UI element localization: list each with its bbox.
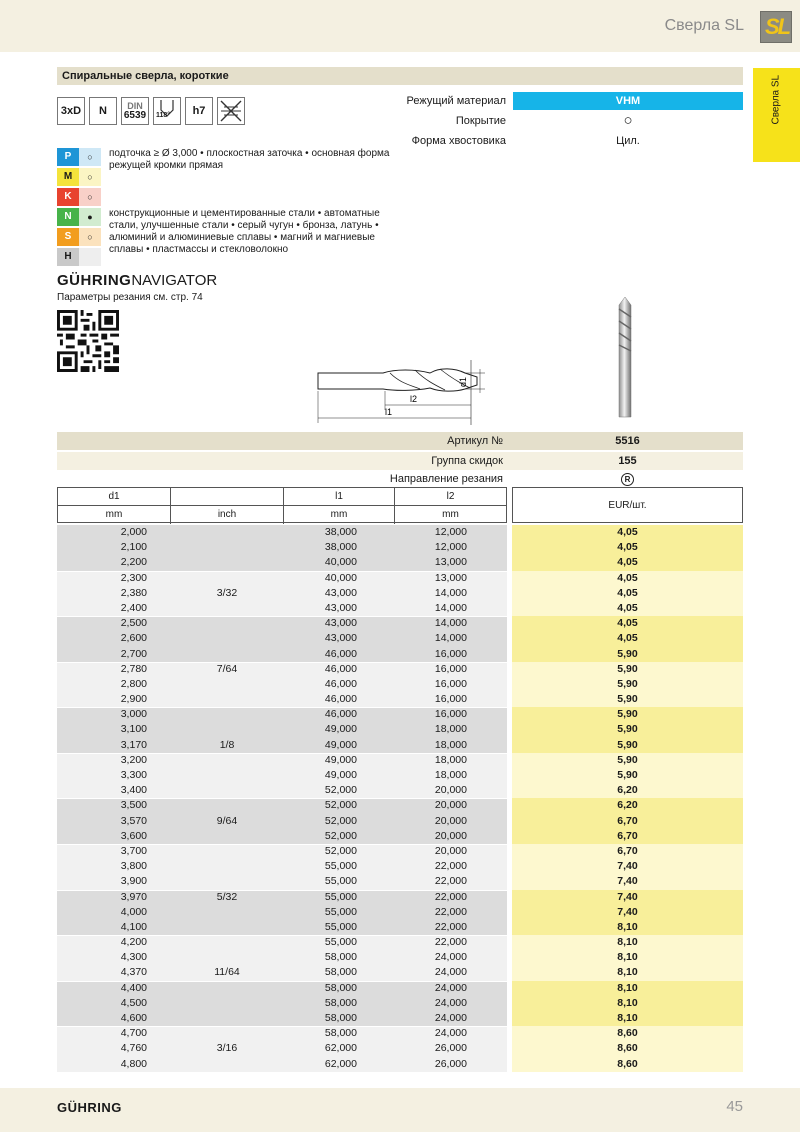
table-row xyxy=(57,555,743,570)
cell-d1-mm: 2,380 xyxy=(120,586,147,599)
cell-price: 7,40 xyxy=(617,860,638,873)
tolerance-h7-icon: h7 xyxy=(185,97,213,125)
cell-price: 8,10 xyxy=(617,951,638,964)
cell-price: 7,40 xyxy=(617,875,638,888)
cell-d1-mm: 3,400 xyxy=(120,784,147,797)
cell-l2: 14,000 xyxy=(434,601,467,614)
table-row xyxy=(57,996,743,1011)
point-angle-icon xyxy=(153,97,181,125)
cell-l2: 18,000 xyxy=(434,738,467,751)
group-separator xyxy=(57,571,507,572)
cell-l2: 14,000 xyxy=(434,586,467,599)
cell-l1: 43,000 xyxy=(324,632,357,645)
cell-l1: 55,000 xyxy=(324,905,357,918)
table-row xyxy=(57,798,743,813)
cell-price: 5,90 xyxy=(617,677,638,690)
cell-l2: 13,000 xyxy=(434,571,467,584)
material-row xyxy=(57,168,101,186)
cell-l1: 52,000 xyxy=(324,829,357,842)
cell-price: 5,90 xyxy=(617,708,638,721)
cell-d1-inch: 7/64 xyxy=(216,662,238,675)
cell-price: 4,05 xyxy=(617,617,638,630)
table-row xyxy=(57,981,743,996)
catalog-title: Сверла SL xyxy=(664,17,744,34)
material-row xyxy=(57,228,101,246)
cell-price: 5,90 xyxy=(617,753,638,766)
table-row xyxy=(57,768,743,783)
table-row xyxy=(57,829,743,844)
property-label: Покрытие xyxy=(455,115,506,127)
cell-d1-mm: 2,600 xyxy=(120,632,147,645)
right-hand-icon xyxy=(512,470,743,488)
table-row xyxy=(57,677,743,692)
property-row xyxy=(300,92,743,110)
col-l2: l2 xyxy=(446,491,455,502)
cell-d1-mm: 4,500 xyxy=(120,996,147,1009)
cell-d1-mm: 4,600 xyxy=(120,1012,147,1024)
cell-l1: 58,000 xyxy=(324,981,357,994)
cell-price: 4,05 xyxy=(617,632,638,645)
col-mm-l2: mm xyxy=(442,509,459,520)
cell-l1: 49,000 xyxy=(324,723,357,736)
cell-d1-mm: 3,700 xyxy=(120,844,147,857)
cell-d1-inch: 11/64 xyxy=(214,966,240,979)
table-row xyxy=(57,935,743,950)
table-row xyxy=(57,814,743,829)
col-d1: d1 xyxy=(58,488,171,506)
discount-row xyxy=(57,452,743,470)
cell-d1-mm: 2,200 xyxy=(120,556,147,569)
cell-l1: 40,000 xyxy=(324,571,357,584)
col-blank xyxy=(171,488,284,506)
cell-l2: 16,000 xyxy=(434,647,467,660)
property-value: VHM xyxy=(513,92,743,110)
page-number: 45 xyxy=(726,1098,743,1115)
dim-l2: l2 xyxy=(410,394,418,404)
col-price: EUR/шт. xyxy=(512,487,743,523)
din-number: 6539 xyxy=(123,110,147,121)
table-row xyxy=(57,631,743,646)
col-mm-l1: mm xyxy=(284,506,395,524)
coating-none-icon: ○ xyxy=(623,112,633,129)
direction-label: Направление резания xyxy=(389,473,503,485)
table-row xyxy=(57,525,743,540)
group-separator xyxy=(57,844,507,845)
cell-price: 6,70 xyxy=(617,829,638,842)
cell-l2: 26,000 xyxy=(434,1057,467,1070)
sl-logo-icon xyxy=(760,11,792,43)
cell-l1: 58,000 xyxy=(324,996,357,1009)
cell-l1: 46,000 xyxy=(324,693,357,706)
group-separator xyxy=(57,890,507,891)
cell-l2: 22,000 xyxy=(434,936,467,949)
property-label: Режущий материал xyxy=(406,95,506,107)
group-separator xyxy=(57,935,507,936)
cell-price: 4,05 xyxy=(617,586,638,599)
cell-d1-mm: 4,400 xyxy=(120,981,147,994)
material-letter: S xyxy=(57,228,79,246)
table-row xyxy=(57,647,743,662)
material-letter: N xyxy=(57,208,79,226)
cell-l2: 14,000 xyxy=(434,617,467,630)
cell-l2: 22,000 xyxy=(434,890,467,903)
cell-d1-inch: 9/64 xyxy=(216,814,238,827)
cell-d1-mm: 4,300 xyxy=(120,951,147,964)
article-label: Артикул № xyxy=(447,435,503,447)
cell-l1: 52,000 xyxy=(324,799,357,812)
cell-d1-inch: 3/16 xyxy=(216,1042,238,1055)
table-row xyxy=(57,859,743,874)
cell-d1-mm: 4,000 xyxy=(120,905,147,918)
cell-l1: 49,000 xyxy=(324,753,357,766)
cell-l2: 22,000 xyxy=(434,860,467,873)
table-row xyxy=(57,753,743,768)
table-row xyxy=(57,890,743,905)
table-row xyxy=(57,707,743,722)
cell-l2: 18,000 xyxy=(434,723,467,736)
cell-d1-mm: 3,570 xyxy=(120,814,147,827)
cell-d1-inch: 3/32 xyxy=(216,586,238,599)
navigator-brand: GÜHRING xyxy=(57,272,132,289)
dim-d1: d1 xyxy=(458,376,468,387)
cell-d1-mm: 2,500 xyxy=(120,617,147,630)
geometry-description: подточка ≥ Ø 3,000 • плоскостная заточка • основная форма режущей кромки прямая xyxy=(109,148,390,171)
cell-l2: 24,000 xyxy=(434,981,467,994)
cell-price: 5,90 xyxy=(617,693,638,706)
table-row xyxy=(57,571,743,586)
cell-l1: 62,000 xyxy=(324,1057,357,1070)
cell-price: 8,60 xyxy=(617,1057,638,1070)
material-letter: P xyxy=(57,148,79,166)
table-row xyxy=(57,905,743,920)
cell-l1: 52,000 xyxy=(324,844,357,857)
cell-l1: 52,000 xyxy=(324,814,357,827)
cell-price: 4,05 xyxy=(617,601,638,614)
cell-l2: 20,000 xyxy=(434,844,467,857)
cell-l2: 18,000 xyxy=(434,769,467,781)
table-row xyxy=(57,586,743,601)
cell-d1-mm: 3,900 xyxy=(120,875,147,888)
cell-l2: 20,000 xyxy=(434,784,467,797)
cell-price: 5,90 xyxy=(617,662,638,675)
cell-d1-mm: 3,300 xyxy=(120,769,147,781)
cell-price: 4,05 xyxy=(617,541,638,554)
col-mm: mm xyxy=(58,506,171,524)
cutting-params-note: Параметры резания см. стр. 74 xyxy=(57,292,203,303)
cell-l2: 24,000 xyxy=(434,996,467,1009)
cell-price: 6,20 xyxy=(617,799,638,812)
table-row xyxy=(57,738,743,753)
property-label: Форма хвостовика xyxy=(411,135,506,147)
cell-l2: 24,000 xyxy=(434,1012,467,1024)
material-groups xyxy=(57,148,101,268)
drill-photo xyxy=(605,295,645,425)
group-separator xyxy=(57,981,507,982)
material-suitability xyxy=(79,248,101,266)
cell-d1-mm: 3,500 xyxy=(120,799,147,812)
table-row xyxy=(57,783,743,798)
cell-d1-inch: 1/8 xyxy=(219,738,235,751)
navigator-logo[interactable] xyxy=(57,272,217,289)
cell-d1-mm: 2,700 xyxy=(120,647,147,660)
cell-l2: 22,000 xyxy=(434,920,467,933)
cell-price: 4,05 xyxy=(617,556,638,569)
property-value: Цил. xyxy=(616,135,640,147)
section-bar xyxy=(57,67,743,85)
guhring-logo: GÜHRING xyxy=(57,1100,122,1115)
table-header xyxy=(57,487,507,523)
no-coolant-svg xyxy=(218,98,244,124)
cell-d1-mm: 3,600 xyxy=(120,829,147,842)
cell-d1-mm: 2,300 xyxy=(120,571,147,584)
cell-l1: 62,000 xyxy=(324,1042,357,1055)
table-row xyxy=(57,1057,743,1072)
article-row xyxy=(57,432,743,450)
cell-l2: 14,000 xyxy=(434,632,467,645)
cell-l1: 43,000 xyxy=(324,617,357,630)
din-label: DIN xyxy=(127,101,143,111)
cell-price: 5,90 xyxy=(617,738,638,751)
material-letter: M xyxy=(57,168,79,186)
cell-price: 4,05 xyxy=(617,571,638,584)
cell-price: 5,90 xyxy=(617,769,638,781)
material-row xyxy=(57,188,101,206)
table-row xyxy=(57,1026,743,1041)
material-suitability: ○ xyxy=(79,188,101,206)
table-row xyxy=(57,920,743,935)
product-table xyxy=(57,525,743,1072)
cell-l1: 49,000 xyxy=(324,769,357,781)
material-row xyxy=(57,208,101,226)
group-separator xyxy=(57,662,507,663)
direction-row xyxy=(57,470,743,488)
qr-code-icon[interactable] xyxy=(57,310,119,372)
type-n-icon: N xyxy=(89,97,117,125)
cell-d1-mm: 2,780 xyxy=(120,662,147,675)
cell-l2: 16,000 xyxy=(434,677,467,690)
material-suitability: ○ xyxy=(79,148,101,166)
material-suitability: ● xyxy=(79,208,101,226)
cell-l2: 24,000 xyxy=(434,951,467,964)
table-row xyxy=(57,950,743,965)
cell-d1-inch: 5/32 xyxy=(216,890,238,903)
group-separator xyxy=(57,798,507,799)
cell-l2: 22,000 xyxy=(434,875,467,888)
discount-value: 155 xyxy=(618,455,637,467)
navigator-product: NAVIGATOR xyxy=(131,272,218,289)
cell-price: 6,20 xyxy=(617,784,638,797)
group-separator xyxy=(57,1026,507,1027)
dim-l1: l1 xyxy=(385,407,393,417)
cell-l1: 38,000 xyxy=(324,541,357,554)
cell-l1: 49,000 xyxy=(324,738,357,751)
cell-price: 6,70 xyxy=(617,814,638,827)
material-suitability: ○ xyxy=(79,168,101,186)
cell-l1: 55,000 xyxy=(324,936,357,949)
cell-l1: 43,000 xyxy=(324,586,357,599)
cell-d1-mm: 3,200 xyxy=(120,753,147,766)
cell-d1-mm: 4,100 xyxy=(120,920,147,933)
col-inch: inch xyxy=(171,506,284,524)
cell-d1-mm: 3,100 xyxy=(120,723,147,736)
side-tab-label: Сверла SL xyxy=(770,74,782,125)
cell-l1: 55,000 xyxy=(324,890,357,903)
cell-d1-mm: 4,700 xyxy=(120,1027,147,1040)
group-separator xyxy=(57,753,507,754)
table-row xyxy=(57,662,743,677)
cell-l1: 40,000 xyxy=(324,556,357,569)
cell-d1-mm: 4,760 xyxy=(120,1042,147,1055)
article-value: 5516 xyxy=(615,435,640,447)
cell-l1: 58,000 xyxy=(324,951,357,964)
table-row xyxy=(57,844,743,859)
materials-description: конструкционные и цементированные стали • автоматные стали, улучшенные стали • серый чугун • бронза, латунь • алюминий и алюминиевые сплавы • магний и магниевые сплавы • пластмассы и стекловолокно xyxy=(109,208,380,255)
material-suitability: ○ xyxy=(79,228,101,246)
cell-l1: 38,000 xyxy=(324,526,357,538)
cell-l2: 12,000 xyxy=(434,526,467,538)
cell-l1: 58,000 xyxy=(324,1027,357,1040)
cell-l1: 46,000 xyxy=(324,708,357,721)
table-row xyxy=(57,722,743,737)
cell-d1-mm: 3,170 xyxy=(120,738,147,751)
table-row xyxy=(57,965,743,980)
no-coolant-icon xyxy=(217,97,245,125)
group-separator xyxy=(57,707,507,708)
cell-l2: 24,000 xyxy=(434,1027,467,1040)
cell-l1: 55,000 xyxy=(324,875,357,888)
cell-d1-mm: 2,100 xyxy=(120,541,147,554)
material-letter: H xyxy=(57,248,79,266)
cell-l1: 55,000 xyxy=(324,920,357,933)
cell-l1: 46,000 xyxy=(324,647,357,660)
cell-l2: 16,000 xyxy=(434,693,467,706)
side-tab[interactable] xyxy=(753,68,800,162)
cell-price: 8,60 xyxy=(617,1042,638,1055)
cell-price: 6,70 xyxy=(617,844,638,857)
material-row xyxy=(57,148,101,166)
cell-l2: 13,000 xyxy=(434,556,467,569)
cell-l1: 58,000 xyxy=(324,1012,357,1024)
cell-d1-mm: 2,400 xyxy=(120,601,147,614)
cell-l2: 26,000 xyxy=(434,1042,467,1055)
table-row xyxy=(57,874,743,889)
point-angle-label: 118° xyxy=(156,112,171,119)
cell-price: 8,10 xyxy=(617,1012,638,1024)
material-row xyxy=(57,248,101,266)
cell-l2: 16,000 xyxy=(434,662,467,675)
cell-d1-mm: 2,000 xyxy=(120,526,147,538)
section-title: Спиральные сверла, короткие xyxy=(62,70,229,82)
table-row xyxy=(57,616,743,631)
cell-d1-mm: 4,800 xyxy=(120,1057,147,1070)
cell-d1-mm: 4,200 xyxy=(120,936,147,949)
cell-price: 8,10 xyxy=(617,981,638,994)
cell-price: 7,40 xyxy=(617,905,638,918)
cell-l2: 20,000 xyxy=(434,829,467,842)
cell-price: 4,05 xyxy=(617,526,638,538)
cell-l1: 55,000 xyxy=(324,860,357,873)
property-row xyxy=(300,112,743,130)
group-separator xyxy=(57,616,507,617)
cell-price: 8,10 xyxy=(617,920,638,933)
table-row xyxy=(57,540,743,555)
material-letter: K xyxy=(57,188,79,206)
cell-d1-mm: 3,800 xyxy=(120,860,147,873)
cell-price: 8,10 xyxy=(617,936,638,949)
table-row xyxy=(57,1041,743,1056)
drill-dimension-drawing xyxy=(315,355,485,425)
cell-l1: 52,000 xyxy=(324,784,357,797)
cell-l1: 46,000 xyxy=(324,662,357,675)
cell-l1: 43,000 xyxy=(324,601,357,614)
cell-d1-mm: 2,800 xyxy=(120,677,147,690)
col-l1: l1 xyxy=(284,488,395,506)
cell-l2: 20,000 xyxy=(434,814,467,827)
cell-d1-mm: 4,370 xyxy=(120,966,147,979)
cell-l2: 22,000 xyxy=(434,905,467,918)
cell-price: 8,10 xyxy=(617,996,638,1009)
table-row xyxy=(57,601,743,616)
table-row xyxy=(57,692,743,707)
cell-l2: 16,000 xyxy=(434,708,467,721)
cell-d1-mm: 3,970 xyxy=(120,890,147,903)
cell-price: 7,40 xyxy=(617,890,638,903)
cell-l1: 58,000 xyxy=(324,966,357,979)
discount-label: Группа скидок xyxy=(431,455,503,467)
cell-price: 8,60 xyxy=(617,1027,638,1040)
cell-l2: 20,000 xyxy=(434,799,467,812)
cell-l2: 24,000 xyxy=(434,966,467,979)
cell-price: 5,90 xyxy=(617,723,638,736)
cell-price: 5,90 xyxy=(617,647,638,660)
ratio-3xd-icon: 3xD xyxy=(57,97,85,125)
cell-l2: 18,000 xyxy=(434,753,467,766)
direction-symbol: R xyxy=(621,473,634,486)
cell-price: 8,10 xyxy=(617,966,638,979)
cell-d1-mm: 2,900 xyxy=(120,693,147,706)
table-row xyxy=(57,1011,743,1026)
cell-l2: 12,000 xyxy=(434,541,467,554)
din-icon xyxy=(121,97,149,125)
cell-l1: 46,000 xyxy=(324,677,357,690)
sl-logo-text: SL xyxy=(765,14,790,39)
cell-d1-mm: 3,000 xyxy=(120,708,147,721)
